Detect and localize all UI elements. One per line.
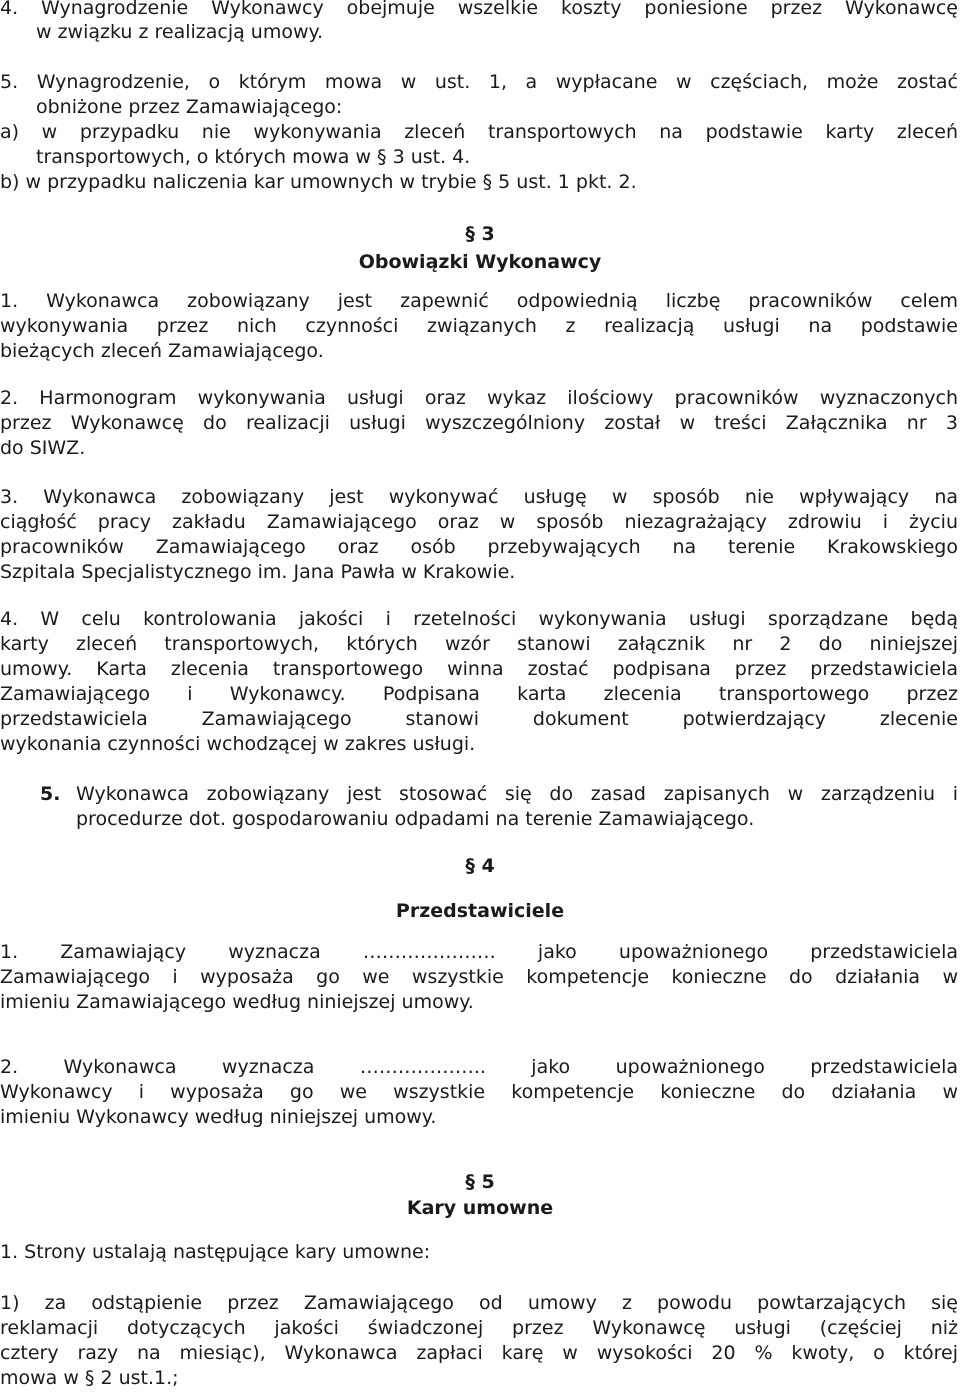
s3-para-1-line3: bieżących zleceń Zamawiającego.: [0, 340, 324, 362]
s5-item-1-line3: cztery razy na miesiąc), Wykonawca zapłaci karę w wysokości 20 % kwoty, o której: [0, 1342, 958, 1364]
item-a-line2: transportowych, o których mowa w § 3 ust. 4.: [36, 146, 471, 168]
para-5-line1: 5. Wynagrodzenie, o którym mowa w ust. 1, a wypłacane w częściach, może zostać: [0, 71, 958, 93]
s4-para-2-line3: imieniu Wykonawcy według niniejszej umowy.: [0, 1106, 437, 1128]
s5-item-1-line2: reklamacji dotyczących jakości świadczonej przez Wykonawcę usługi (częściej niż: [0, 1317, 958, 1339]
section-4-title: Przedstawiciele: [395, 900, 565, 922]
s4-para-1-line2: Zamawiającego i wyposaża go we wszystkie kompetencje konieczne do działania w: [0, 966, 958, 988]
s5-item-1-line4: mowa w § 2 ust.1.;: [0, 1367, 179, 1389]
s5-item-1-line1: 1) za odstąpienie przez Zamawiającego od umowy z powodu powtarzających się: [0, 1292, 958, 1314]
para-4-line1: 4. Wynagrodzenie Wykonawcy obejmuje wszelkie koszty poniesione przez Wykonawcę: [0, 0, 958, 19]
s3-para-3-line4: Szpitala Specjalistycznego im. Jana Pawła w Krakowie.: [0, 561, 516, 583]
s3-para-2-line1: 2. Harmonogram wykonywania usługi oraz wykaz ilościowy pracowników wyznaczonych: [0, 387, 958, 409]
s3-para-4-line3: umowy. Karta zlecenia transportowego winna zostać podpisana przez przedstawiciela: [0, 658, 958, 680]
s3-para-2-line3: do SIWZ.: [0, 437, 86, 459]
s4-para-2-line1: 2. Wykonawca wyznacza ……………….. jako upoważnionego przedstawiciela: [0, 1056, 958, 1078]
s4-para-2-line2: Wykonawcy i wyposaża go we wszystkie kompetencje konieczne do działania w: [0, 1081, 958, 1103]
para-4-line2: w związku z realizacją umowy.: [36, 21, 324, 43]
section-3-title: Obowiązki Wykonawcy: [358, 251, 602, 273]
s3-para-5-line2: procedurze dot. gospodarowaniu odpadami na terenie Zamawiającego.: [76, 808, 755, 830]
section-3-symbol: § 3: [465, 223, 495, 245]
section-5-title: Kary umowne: [406, 1197, 554, 1219]
s3-para-4-line5: przedstawiciela Zamawiającego stanowi dokument potwierdzający zlecenie: [0, 708, 958, 730]
s3-para-5-number: 5.: [40, 783, 61, 805]
section-4-symbol: § 4: [465, 855, 495, 877]
s3-para-2-line2: przez Wykonawcę do realizacji usługi wyszczególniony został w treści Załącznika nr 3: [0, 412, 958, 434]
s3-para-4-line4: Zamawiającego i Wykonawcy. Podpisana karta zlecenia transportowego przez: [0, 683, 958, 705]
s3-para-1-line1: 1. Wykonawca zobowiązany jest zapewnić odpowiednią liczbę pracowników celem: [0, 290, 958, 312]
s3-para-4-line6: wykonania czynności wchodzącej w zakres usługi.: [0, 733, 476, 755]
s5-para-1: 1. Strony ustalają następujące kary umowne:: [0, 1241, 431, 1263]
s4-para-1-line1: 1. Zamawiający wyznacza ………………… jako upoważnionego przedstawiciela: [0, 941, 958, 963]
s3-para-4-line2: karty zleceń transportowych, których wzór stanowi załącznik nr 2 do niniejszej: [0, 633, 958, 655]
s3-para-3-line3: pracowników Zamawiającego oraz osób przebywających na terenie Krakowskiego: [0, 536, 958, 558]
s3-para-3-line2: ciągłość pracy zakładu Zamawiającego oraz w sposób niezagrażający zdrowiu i życiu: [0, 511, 958, 533]
s3-para-4-line1: 4. W celu kontrolowania jakości i rzetelności wykonywania usługi sporządzane będą: [0, 608, 958, 630]
section-5-symbol: § 5: [465, 1171, 495, 1193]
item-b-line1: b) w przypadku naliczenia kar umownych w trybie § 5 ust. 1 pkt. 2.: [0, 171, 637, 193]
s3-para-5-line1: Wykonawca zobowiązany jest stosować się do zasad zapisanych w zarządzeniu i: [76, 783, 958, 805]
item-a-line1: a) w przypadku nie wykonywania zleceń transportowych na podstawie karty zleceń: [0, 121, 958, 143]
s4-para-1-line3: imieniu Zamawiającego według niniejszej umowy.: [0, 991, 474, 1013]
s3-para-3-line1: 3. Wykonawca zobowiązany jest wykonywać usługę w sposób nie wpływający na: [0, 486, 958, 508]
s3-para-1-line2: wykonywania przez nich czynności związanych z realizacją usługi na podstawie: [0, 315, 958, 337]
para-5-line2: obniżone przez Zamawiającego:: [36, 96, 343, 118]
